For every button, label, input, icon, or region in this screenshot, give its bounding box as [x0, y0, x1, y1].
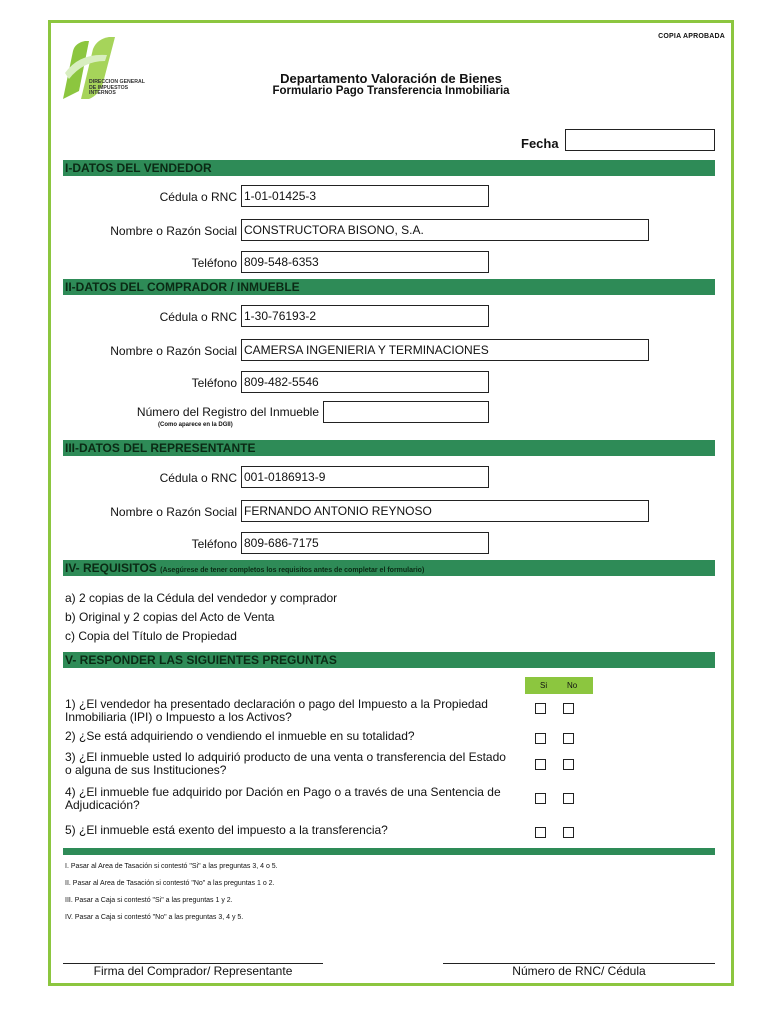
pregunta-2: 2) ¿Se está adquiriendo o vendiendo el inmueble en su totalidad?	[65, 729, 415, 743]
nota-1: I. Pasar al Area de Tasación si contestó "Si" a las preguntas 3, 4 o 5.	[65, 863, 278, 870]
representante-telefono-field[interactable]: 809-686-7175	[241, 532, 489, 554]
comprador-telefono-label: Teléfono	[191, 376, 237, 390]
section-representante: III-DATOS DEL REPRESENTANTE	[63, 440, 715, 456]
vendedor-telefono-field[interactable]: 809-548-6353	[241, 251, 489, 273]
section-vendedor: I-DATOS DEL VENDEDOR	[63, 160, 715, 176]
representante-nombre-label: Nombre o Razón Social	[110, 505, 237, 519]
rnc-cedula-label: Número de RNC/ Cédula	[512, 964, 646, 978]
vendedor-cedula-label: Cédula o RNC	[159, 190, 237, 204]
vendedor-nombre-label: Nombre o Razón Social	[110, 224, 237, 238]
pregunta-5-si-checkbox[interactable]	[535, 827, 546, 838]
nota-4: IV. Pasar a Caja si contestó "No" a las preguntas 3, 4 y 5.	[65, 914, 244, 921]
nota-3: III. Pasar a Caja si contestó "Si" a las preguntas 1 y 2.	[65, 897, 233, 904]
fecha-input[interactable]	[565, 129, 715, 151]
pregunta-5: 5) ¿El inmueble está exento del impuesto a la transferencia?	[65, 823, 388, 837]
si-label: Si	[540, 681, 548, 690]
representante-telefono-label: Teléfono	[191, 537, 237, 551]
fecha-label: Fecha	[521, 136, 559, 151]
nota-2: II. Pasar al Area de Tasación si contestó "No" a las preguntas 1 o 2.	[65, 880, 275, 887]
pregunta-4-si-checkbox[interactable]	[535, 793, 546, 804]
form-frame	[48, 20, 734, 986]
comprador-telefono-field[interactable]: 809-482-5546	[241, 371, 489, 393]
representante-nombre-field[interactable]: FERNANDO ANTONIO REYNOSO	[241, 500, 649, 522]
registro-field[interactable]	[323, 401, 489, 423]
form-title: Departamento Valoración de Bienes	[280, 71, 502, 86]
pregunta-1-no-checkbox[interactable]	[563, 703, 574, 714]
vendedor-telefono-label: Teléfono	[191, 256, 237, 270]
representante-cedula-field[interactable]: 001-0186913-9	[241, 466, 489, 488]
registro-note: (Como aparece en la DGII)	[158, 422, 233, 428]
comprador-nombre-label: Nombre o Razón Social	[110, 344, 237, 358]
requisitos-note: (Asegúrese de tener completos los requisitos antes de completar el formulario)	[160, 567, 425, 574]
preguntas-bottom-bar	[63, 848, 715, 855]
registro-label: Número del Registro del Inmueble	[136, 405, 319, 419]
no-label: No	[567, 681, 578, 690]
pregunta-3-si-checkbox[interactable]	[535, 759, 546, 770]
pregunta-2-si-checkbox[interactable]	[535, 733, 546, 744]
vendedor-nombre-field[interactable]: CONSTRUCTORA BISONO, S.A.	[241, 219, 649, 241]
pregunta-5-no-checkbox[interactable]	[563, 827, 574, 838]
vendedor-cedula-field[interactable]: 1-01-01425-3	[241, 185, 489, 207]
section-comprador: II-DATOS DEL COMPRADOR / INMUEBLE	[63, 279, 715, 295]
pregunta-2-no-checkbox[interactable]	[563, 733, 574, 744]
section-requisitos	[63, 560, 715, 576]
requisito-item: b) Original y 2 copias del Acto de Venta	[65, 610, 275, 624]
pregunta-3: 3) ¿El inmueble usted lo adquirió producto de una venta o transferencia del Estado o alguna de sus Instituciones?	[65, 750, 506, 777]
requisito-item: a) 2 copias de la Cédula del vendedor y comprador	[65, 591, 338, 605]
comprador-nombre-field[interactable]: CAMERSA INGENIERIA Y TERMINACIONES	[241, 339, 649, 361]
logo-line-3: INTERNOS	[89, 90, 116, 97]
requisitos-title: IV- REQUISITOS	[65, 561, 157, 575]
si-no-header	[525, 677, 593, 694]
pregunta-1-si-checkbox[interactable]	[535, 703, 546, 714]
pregunta-4-no-checkbox[interactable]	[563, 793, 574, 804]
comprador-cedula-field[interactable]: 1-30-76193-2	[241, 305, 489, 327]
section-preguntas: V- RESPONDER LAS SIGUIENTES PREGUNTAS	[63, 652, 715, 668]
copia-aprobada-label: COPIA APROBADA	[658, 33, 725, 40]
pregunta-1: 1) ¿El vendedor ha presentado declaración o pago del Impuesto a la Propiedad Inmobiliaria (IPI) o Impuesto a los Activos?	[65, 697, 488, 724]
form-subtitle: Formulario Pago Transferencia Inmobiliaria	[272, 85, 510, 97]
pregunta-4: 4) ¿El inmueble fue adquirido por Dación en Pago o a través de una Sentencia de Adjudicación?	[65, 785, 501, 812]
comprador-cedula-label: Cédula o RNC	[159, 310, 237, 324]
logo-line-2: DE IMPUESTOS	[89, 84, 129, 91]
pregunta-3-no-checkbox[interactable]	[563, 759, 574, 770]
representante-cedula-label: Cédula o RNC	[159, 471, 237, 485]
firma-comprador-label: Firma del Comprador/ Representante	[93, 964, 293, 978]
requisito-item: c) Copia del Título de Propiedad	[65, 629, 237, 643]
logo-line-1: DIRECCION GENERAL	[89, 79, 145, 85]
